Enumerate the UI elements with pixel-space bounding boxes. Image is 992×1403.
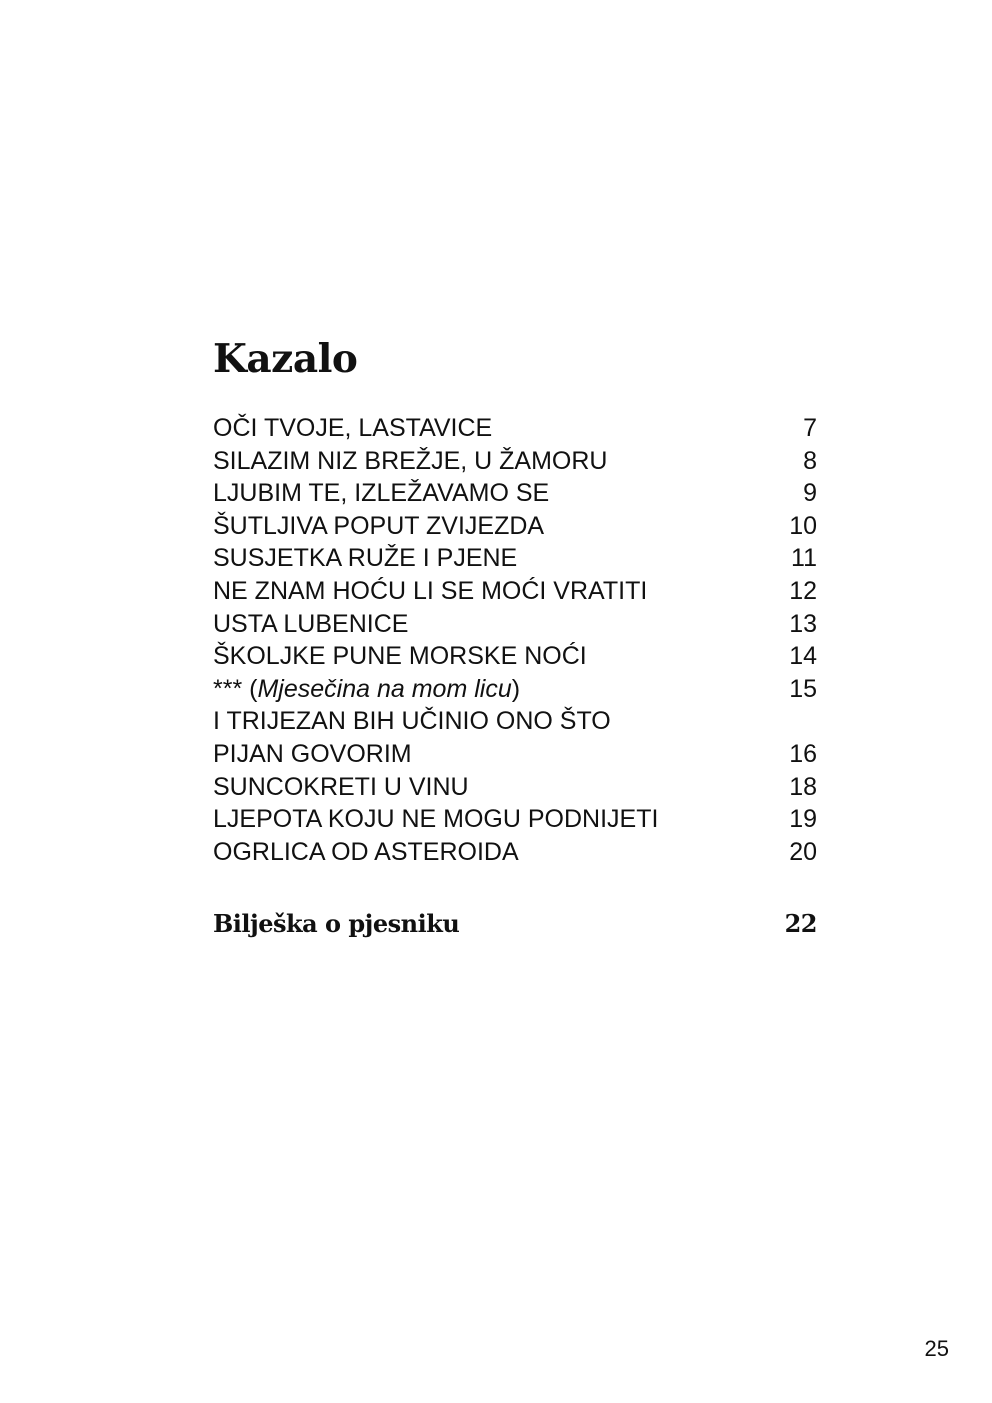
- toc-entry-title: SUNCOKRETI U VINU: [213, 772, 469, 801]
- toc-entry-title: OČI TVOJE, LASTAVICE: [213, 414, 493, 442]
- toc-entry-title: SILAZIM NIZ BREŽJE, U ŽAMORU: [213, 446, 608, 475]
- toc-entry-page: 15: [789, 674, 817, 703]
- toc-entry: [213, 640, 817, 673]
- toc-entry: [213, 673, 817, 706]
- toc-entry-title: [213, 673, 520, 706]
- notes-title: Bilješka o pjesniku: [213, 909, 460, 938]
- toc-entry-title-line1: I TRIJEZAN BIH UČINIO ONO ŠTO: [213, 707, 611, 736]
- toc-entry-title: USTA LUBENICE: [213, 609, 409, 638]
- toc-entry-page: 9: [803, 479, 817, 508]
- notes-page: 22: [784, 909, 817, 938]
- toc-entry-title: LJEPOTA KOJU NE MOGU PODNIJETI: [213, 805, 659, 834]
- toc-entry: [213, 608, 817, 641]
- toc-entry-title-italic: Mjesečina na mom licu: [257, 674, 512, 703]
- toc-entry: [213, 542, 817, 575]
- toc-entry-title-suffix: ): [511, 674, 521, 703]
- toc-entry-title: ŠKOLJKE PUNE MORSKE NOĆI: [213, 642, 587, 671]
- toc-entry: [213, 510, 817, 543]
- toc-entry-page: 10: [789, 511, 817, 540]
- toc-entry: [213, 412, 817, 445]
- toc-entry-title: LJUBIM TE, IZLEŽAVAMO SE: [213, 479, 550, 508]
- toc-entry-page: 14: [789, 642, 817, 671]
- toc-entry-page: 12: [789, 576, 817, 605]
- toc-entry-page: 11: [791, 544, 817, 573]
- toc-entry: [213, 803, 817, 836]
- toc-entry-page: 7: [803, 414, 817, 442]
- toc-entry-page: 18: [789, 772, 817, 801]
- toc-entry-title-line2: PIJAN GOVORIM: [213, 739, 412, 768]
- toc-entry-title: ŠUTLJIVA POPUT ZVIJEZDA: [213, 511, 545, 540]
- toc-entry-continued-line: [213, 705, 817, 738]
- toc-entry: [213, 771, 817, 804]
- toc-entry-title: OGRLICA OD ASTEROIDA: [213, 837, 519, 866]
- toc-entry-title: SUSJETKA RUŽE I PJENE: [213, 544, 518, 573]
- page-number: 25: [924, 1336, 949, 1361]
- toc-entry-title-prefix: *** (: [213, 674, 258, 703]
- toc-entry: [213, 575, 817, 608]
- toc-entry-title: NE ZNAM HOĆU LI SE MOĆI VRATITI: [213, 576, 648, 605]
- toc-entry-page: 19: [789, 805, 817, 834]
- toc-entry-page: 8: [803, 446, 817, 475]
- toc-notes-entry: [213, 904, 817, 944]
- toc-entry: [213, 477, 817, 510]
- toc-entry: [213, 738, 817, 771]
- page-title: Kazalo: [213, 336, 358, 382]
- toc-entry-page: 13: [789, 609, 817, 638]
- toc-entry: [213, 445, 817, 478]
- toc-entry: [213, 836, 817, 869]
- table-of-contents: [213, 412, 817, 868]
- toc-entry-page: 20: [789, 837, 817, 866]
- toc-entry-page: 16: [789, 739, 817, 768]
